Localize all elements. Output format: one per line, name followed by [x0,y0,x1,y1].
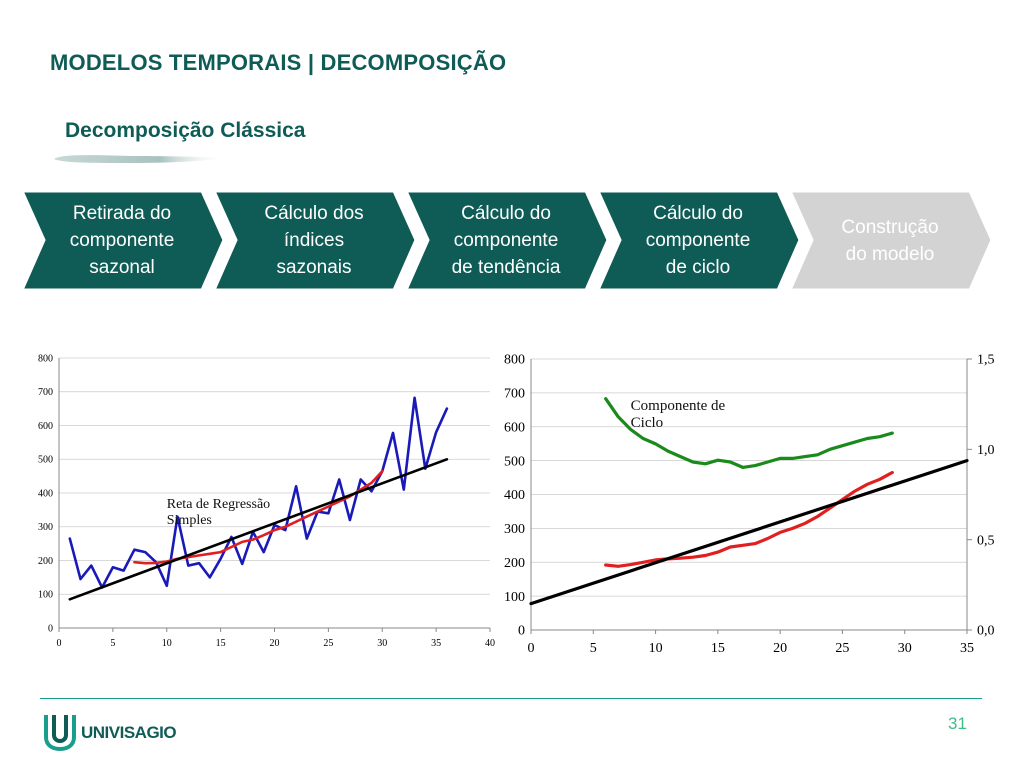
y-tick-label: 0 [48,623,53,635]
chart-annotation: Componente de Ciclo [630,397,726,431]
y-tick-label: 700 [504,386,525,402]
y-tick-label: 600 [38,420,53,432]
footer-divider [40,698,982,699]
series-line-2 [606,473,893,567]
chart-annotation: Reta de Regressão Simples [166,497,271,529]
step-label-line: componente [69,230,175,251]
x-tick-label: 35 [431,638,442,649]
section-subtitle: Decomposição Clássica [65,119,306,142]
x-tick-label: 20 [269,638,280,649]
y2-tick-label: 0,0 [977,623,995,639]
step-label-line: de tendência [451,257,561,278]
x-tick-label: 5 [589,641,597,656]
y-tick-label: 400 [504,488,525,504]
x-tick-label: 20 [773,641,788,656]
x-tick-label: 15 [215,638,226,649]
step-label-line: índices [283,230,345,251]
x-tick-label: 15 [710,641,725,656]
step-label-line: Construção [841,217,939,238]
y-tick-label: 100 [504,589,525,605]
step-label-line: sazonais [276,257,352,278]
x-tick-label: 0 [56,638,62,649]
x-tick-label: 40 [485,638,495,649]
x-tick-label: 0 [527,641,535,656]
y-tick-label: 400 [38,488,53,500]
univisagio-logo-icon [42,713,78,751]
y2-tick-label: 0,5 [977,533,995,549]
x-tick-label: 5 [110,638,116,649]
step-label-3 [424,200,588,281]
y-tick-label: 500 [504,454,525,470]
step-label-line: do modelo [845,244,935,265]
y-tick-label: 200 [504,555,525,571]
step-label-5 [808,214,972,268]
y-tick-label: 300 [504,522,525,538]
x-tick-label: 35 [960,641,974,656]
step-label-line: de ciclo [665,257,731,278]
y-tick-label: 800 [504,352,525,368]
x-tick-label: 10 [161,638,172,649]
x-tick-label: 30 [377,638,388,649]
brush-stroke-decoration [52,153,232,165]
step-label-line: sazonal [89,257,155,278]
x-tick-label: 25 [835,641,850,656]
regression-chart [20,345,500,655]
step-label-line: componente [453,230,559,251]
step-label-1 [40,200,204,281]
slide-title: MODELOS TEMPORAIS | DECOMPOSIÇÃO [50,50,507,75]
y-tick-label: 0 [518,623,525,639]
y-tick-label: 800 [38,353,53,365]
y-tick-label: 300 [38,522,53,534]
x-tick-label: 25 [323,638,334,649]
series-line-3 [531,461,967,604]
y-tick-label: 700 [38,387,53,399]
y-tick-label: 100 [38,589,53,601]
step-label-line: componente [645,230,751,251]
step-label-line: Retirada do [72,203,172,224]
logo-text: UNIVISAGIO [81,723,177,742]
series-line-3 [70,459,447,599]
y2-tick-label: 1,5 [977,352,995,368]
x-tick-label: 10 [648,641,663,656]
y-tick-label: 200 [38,555,53,567]
step-label-2 [232,200,396,281]
step-label-line: Cálculo do [653,203,743,224]
y-tick-label: 500 [38,454,53,466]
step-label-line: Cálculo do [461,203,551,224]
cycle-component-chart [490,345,1020,665]
y-tick-label: 600 [504,420,525,436]
step-label-line: Cálculo dos [264,203,364,224]
step-label-4 [616,200,780,281]
page-number: 31 [948,714,967,733]
x-tick-label: 30 [897,641,912,656]
y2-tick-label: 1,0 [977,443,995,458]
